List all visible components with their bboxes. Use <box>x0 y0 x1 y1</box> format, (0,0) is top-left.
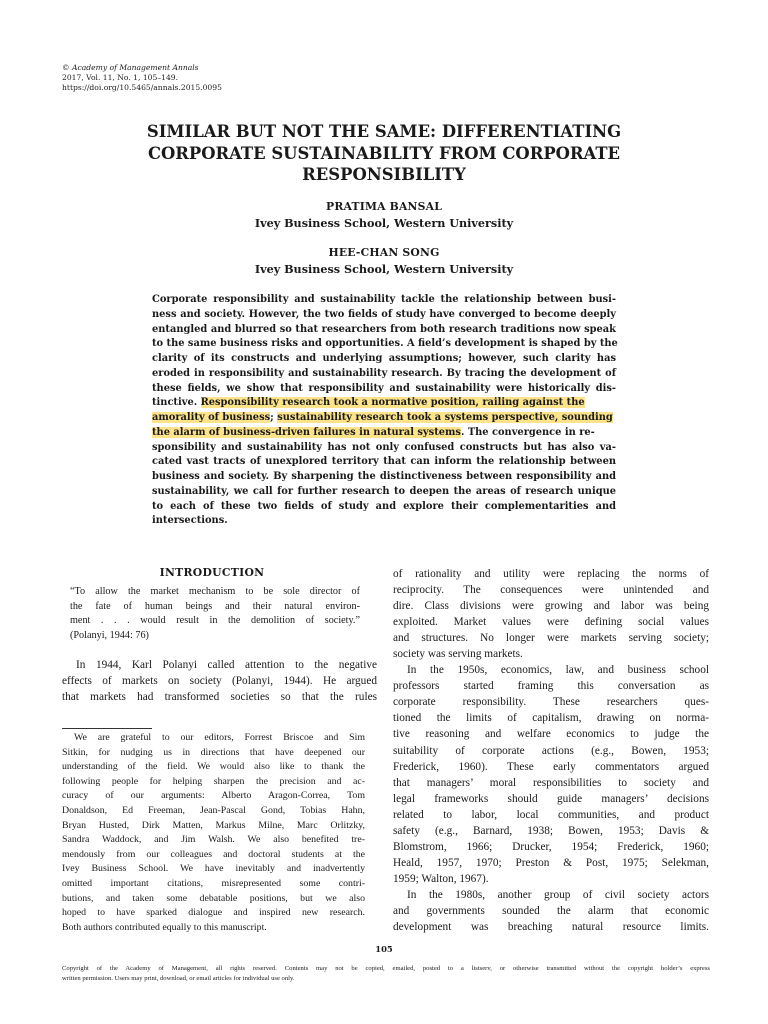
abstract-line: to each of these two fields of study and explore their complementarities and <box>152 500 616 512</box>
footnote-divider <box>62 728 152 729</box>
author-name: HEE-CHAN SONG <box>328 246 440 259</box>
title-line: SIMILAR BUT NOT THE SAME: DIFFERENTIATING <box>146 122 622 141</box>
body-line: Frederick, 1960). These early commentators argued <box>393 760 709 773</box>
abstract-line: entangled and blurred so that researchers from both research traditions now speak <box>152 323 616 335</box>
copyright-line: written permission. Users may print, download, or email articles for individual use only. <box>62 975 295 982</box>
body-line: professors started framing this conversation as <box>393 680 709 693</box>
abstract-text: . The convergence in re- <box>460 426 595 438</box>
body-line: effects of markets on society (Polanyi, 1944). He argued <box>62 675 377 688</box>
abstract-line: business and society. By sharpening the distinctiveness between responsibility and <box>152 471 616 482</box>
body-line: related to labor, local communities, and product <box>393 808 709 821</box>
footnote-line: curacy of our arguments: Alberto Aragon-Correa, Tom <box>62 790 365 802</box>
body-line: suitability of corporate actions (e.g., Bowen, 1953; <box>393 744 709 757</box>
copyright-notice <box>62 964 710 984</box>
footnote-line: mendously from our colleagues and doctoral students at the <box>62 848 365 860</box>
section-heading: INTRODUCTION <box>159 566 265 579</box>
footnote-line: Sitkin, for nudging us in directions that have deepened our <box>62 746 365 758</box>
footnote-line: Sandra Waddock, and Jim Walsh. We also benefited tre- <box>62 834 365 846</box>
highlighted-text: amorality of business <box>152 412 271 423</box>
abstract-line: clarity of its constructs and underlying assumptions; however, such clarity has <box>152 353 616 364</box>
body-line: tioned the limits of capitalism, drawing on norma- <box>393 712 709 725</box>
copyright-line: Copyright of the Academy of Management, all rights reserved. Contents may not be copied, emailed, posted to a listserv, or otherwise transmitted without the copyright holder’s express <box>62 965 710 972</box>
body-line: and structures. No longer were markets serving society; <box>393 632 709 645</box>
title-line: RESPONSIBILITY <box>302 165 466 184</box>
abstract-line: cated vast tracts of unexplored territory that can inform the relationship between <box>152 456 616 468</box>
body-line: and governments sounded the alarm that economic <box>393 904 709 917</box>
doi-link[interactable]: https://doi.org/10.5465/annals.2015.0095 <box>62 83 222 92</box>
abstract-line: these fields, we show that responsibility and sustainability were historically dis- <box>152 382 616 394</box>
abstract <box>152 293 616 529</box>
journal-line: © Academy of Management Annals <box>62 63 199 72</box>
body-text-right <box>393 566 709 935</box>
body-line: reciprocity. The consequences were unintended and <box>393 584 709 597</box>
body-line: Heald, 1957, 1970; Preston & Post, 1975; Selekman, <box>393 856 709 869</box>
abstract-line <box>152 396 616 411</box>
abstract-line <box>152 411 616 426</box>
footnote-line: following people for helping sharpen the precision and ac- <box>62 775 365 787</box>
footnote-line: butions, and taken some debatable positions, but we also <box>62 892 365 904</box>
highlighted-text: the alarm of business-driven failures in natural systems <box>152 426 461 438</box>
author-block <box>100 245 668 277</box>
abstract-line <box>152 426 616 441</box>
abstract-line: eroded in responsibility and sustainability research. By tracing the development of <box>152 367 616 379</box>
body-line: of rationality and utility were replacing the norms of <box>393 568 709 580</box>
body-line: safety (e.g., Barnard, 1938; Bowen, 1953; Davis & <box>393 824 709 837</box>
footnote-line: Both authors contributed equally to this manuscript. <box>62 921 267 933</box>
abstract-text: tinctive. <box>152 397 201 409</box>
title-line: CORPORATE SUSTAINABILITY FROM CORPORATE <box>147 143 621 163</box>
footnote-line: We are grateful to our editors, Forrest Briscoe and Sim <box>74 732 365 743</box>
abstract-line: sustainability, we call for further research to deepen the areas of research unique <box>152 485 616 497</box>
body-line: In the 1980s, another group of civil society actors <box>407 888 709 901</box>
footnote-line: hoped to have sparked dialogue and inspired new research. <box>62 907 365 919</box>
author-name: PRATIMA BANSAL <box>326 200 442 213</box>
quote-line: (Polanyi, 1944: 76) <box>70 629 149 641</box>
highlighted-text: Responsibility research took a normative position, railing against the <box>200 397 585 409</box>
body-line: In the 1950s, economics, law, and business school <box>407 664 709 677</box>
citation-line: 2017, Vol. 11, No. 1, 105–149. <box>62 73 179 82</box>
highlighted-text: sustainability research took a systems perspective, sounding <box>277 412 613 423</box>
footnote-line: Bryan Husted, Dirk Matten, Markus Milne, Marc Orlitzky, <box>62 819 365 831</box>
article-metadata <box>62 63 222 93</box>
body-line: exploited. Market values were defining social values <box>393 616 709 629</box>
body-line: corporate responsibility. These researchers ques- <box>393 696 709 709</box>
quote-line: ment . . . would result in the demolition of society.” <box>70 615 360 627</box>
footnote-line: understanding of the field. We would also like to thank the <box>62 761 365 773</box>
abstract-line: ness and society. However, the two fields of study have converged to become deeply <box>152 308 616 320</box>
body-line: Blomstrom, 1966; Drucker, 1954; Frederick, 1960; <box>393 840 709 853</box>
footnote-line: Ivey Business School. We have inevitably and inadvertently <box>62 863 365 875</box>
abstract-line: to the same business risks and opportunities. A field’s development is shaped by the <box>152 338 618 350</box>
body-line: 1959; Walton, 1967). <box>393 872 489 885</box>
body-line: society was serving markets. <box>393 648 523 661</box>
journal-name: Academy of Management Annals <box>72 63 199 72</box>
quote-line: the fate of human beings and their natural environ- <box>70 600 360 612</box>
article-title <box>100 121 668 186</box>
author-block <box>100 199 668 231</box>
body-line: that managers’ moral responsibilities to society and <box>393 776 709 789</box>
abstract-text: ; <box>270 412 278 423</box>
body-line: In 1944, Karl Polanyi called attention to the negative <box>76 659 377 671</box>
acknowledgement-footnote <box>62 731 365 935</box>
footnote-line: omitted important citations, misrepresented some contri- <box>62 877 365 889</box>
abstract-line: intersections. <box>152 515 228 527</box>
footnote-line: Donaldson, Ed Freeman, Jean-Pascal Gond, Tobias Hahn, <box>62 804 365 816</box>
body-line: development was breaching natural resource limits. <box>393 921 709 934</box>
author-affiliation: Ivey Business School, Western University <box>254 216 514 230</box>
author-affiliation: Ivey Business School, Western University <box>254 262 514 276</box>
quote-line: “To allow the market mechanism to be sole director of <box>70 586 360 597</box>
page-number: 105 <box>375 944 393 954</box>
body-line: tive reasoning and welfare economics to judge the <box>393 728 709 741</box>
body-text-left <box>62 657 377 705</box>
body-line: legal frameworks should guide managers’ decisions <box>393 792 709 805</box>
abstract-line: sponsibility and sustainability has not only confused constructs but has also va- <box>152 441 616 453</box>
epigraph-quote <box>70 585 360 643</box>
body-line: dire. Class divisions were growing and labor was being <box>393 600 709 613</box>
body-line: that markets had transformed societies so that the rules <box>62 691 377 704</box>
abstract-line: Corporate responsibility and sustainability tackle the relationship between busi- <box>152 294 616 305</box>
